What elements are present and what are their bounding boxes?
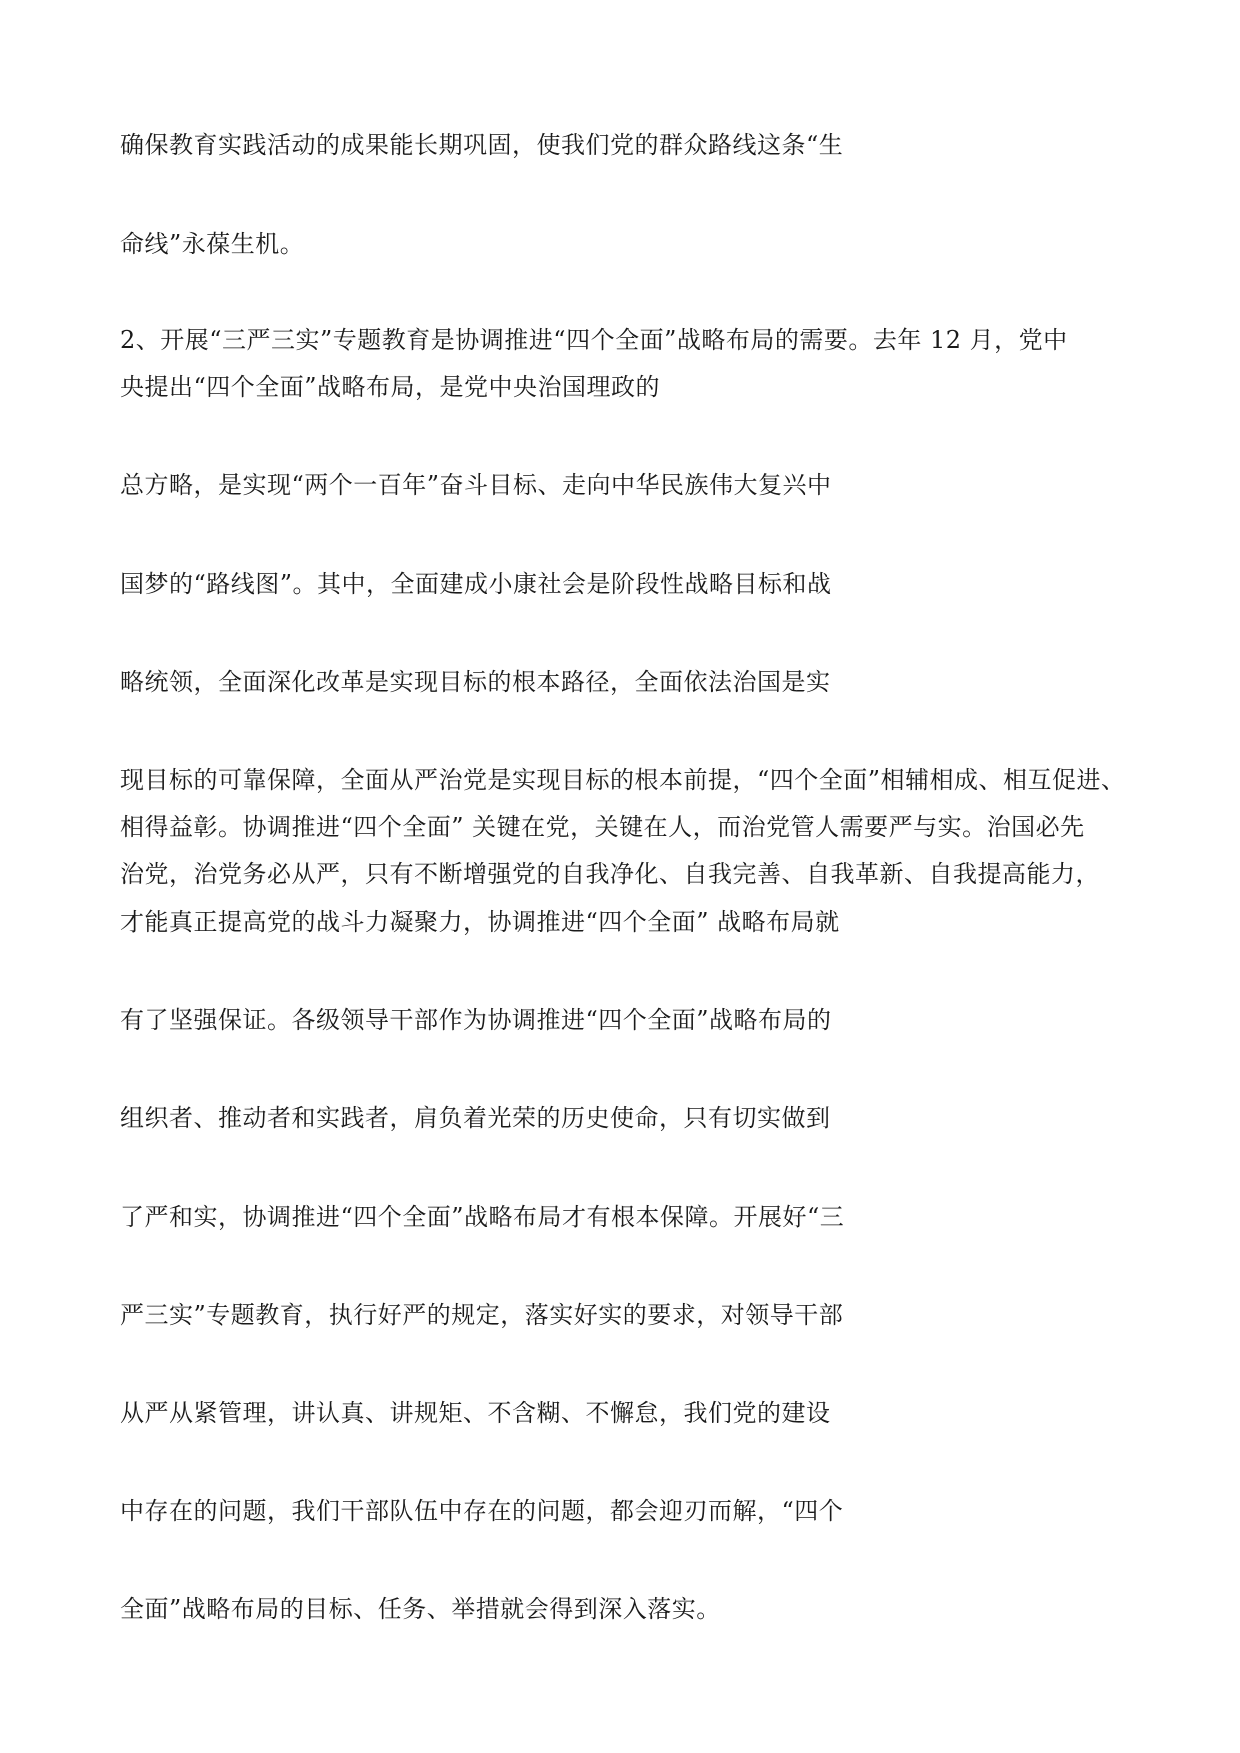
text-line: 才能真正提高党的战斗力凝聚力，协调推进“四个全面” 战略布局就 bbox=[120, 908, 840, 936]
text-line: 组织者、推动者和实践者，肩负着光荣的历史使命，只有切实做到 bbox=[120, 1104, 831, 1132]
text-line: 略统领，全面深化改革是实现目标的根本路径，全面依法治国是实 bbox=[120, 668, 831, 696]
text-line: 总方略，是实现“两个一百年”奋斗目标、走向中华民族伟大复兴中 bbox=[120, 471, 832, 499]
text-line: 国梦的“路线图”。其中，全面建成小康社会是阶段性战略目标和战 bbox=[120, 570, 832, 598]
text-line: 央提出“四个全面”战略布局，是党中央治国理政的 bbox=[120, 373, 661, 401]
text-line: 严三实”专题教育，执行好严的规定，落实好实的要求，对领导干部 bbox=[120, 1301, 844, 1329]
text-line: 确保教育实践活动的成果能长期巩固，使我们党的群众路线这条“生 bbox=[120, 131, 844, 159]
text-line: 全面”战略布局的目标、任务、举措就会得到深入落实。 bbox=[120, 1595, 721, 1623]
text-line: 有了坚强保证。各级领导干部作为协调推进“四个全面”战略布局的 bbox=[120, 1006, 832, 1034]
text-line: 中存在的问题，我们干部队伍中存在的问题，都会迎刃而解，“四个 bbox=[120, 1497, 844, 1525]
text-line: 了严和实，协调推进“四个全面”战略布局才有根本保障。开展好“三 bbox=[120, 1203, 845, 1231]
text-line: 相得益彰。协调推进“四个全面” 关键在党，关键在人，而治党管人需要严与实。治国必先 bbox=[120, 813, 1085, 841]
text-line: 现目标的可靠保障，全面从严治党是实现目标的根本前提，“四个全面”相辅相成、相互促进、 bbox=[120, 766, 1126, 794]
paragraph-2-start: 2、开展“三严三实”专题教育是协调推进“四个全面”战略布局的需要。去年 12 月，党中 bbox=[120, 326, 1068, 354]
text-line: 治党，治党务必从严，只有不断增强党的自我净化、自我完善、自我革新、自我提高能力， bbox=[120, 860, 1100, 888]
text-line: 从严从紧管理，讲认真、讲规矩、不含糊、不懈怠，我们党的建设 bbox=[120, 1399, 831, 1427]
text-line: 命线”永葆生机。 bbox=[120, 230, 305, 258]
